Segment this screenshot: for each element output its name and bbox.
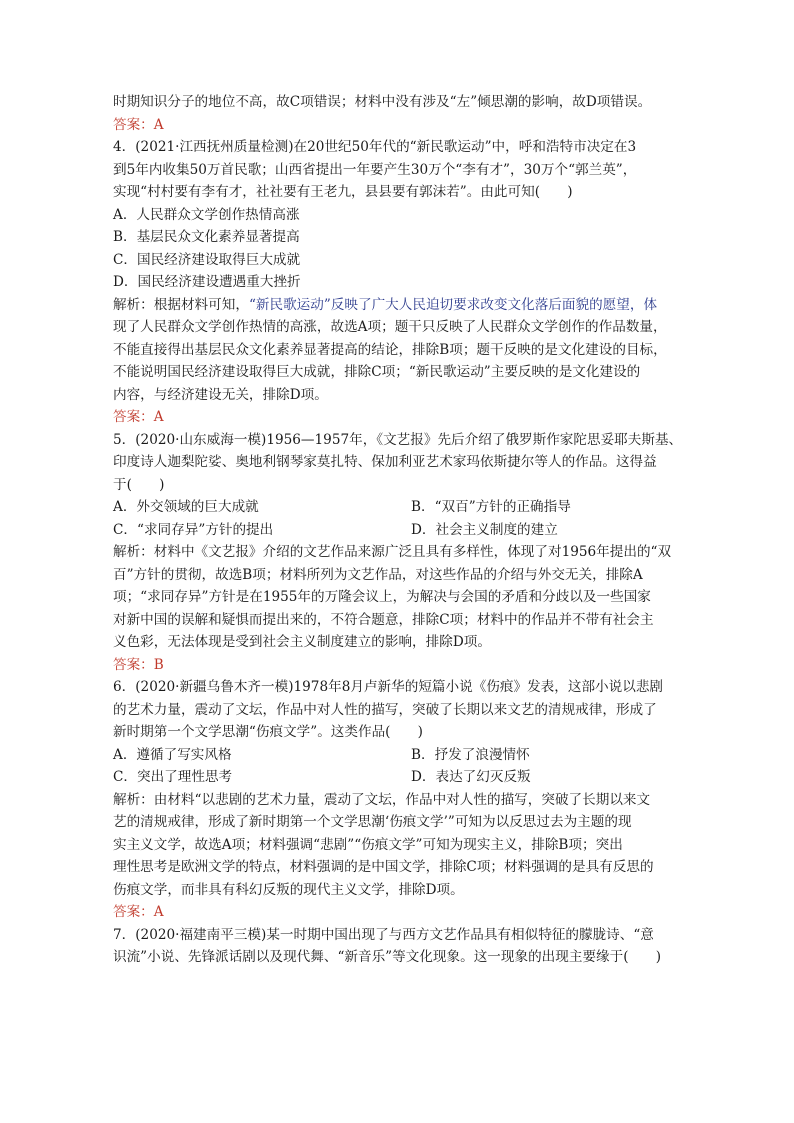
question-4-analysis: 不能说明国民经济建设取得巨大成就，排除C项；“新民歌运动”主要反映的是文化建设的 <box>113 364 641 380</box>
question-4-option-b: B．基层民众文化素养显著提高 <box>113 229 300 245</box>
question-6-analysis: 伤痕文学，而非具有科幻反叛的现代主义文学，排除D项。 <box>113 881 464 898</box>
question-4-option-a: A．人民群众文学创作热情高涨 <box>113 206 300 223</box>
question-6-analysis: 实主义文学，故选A项；材料强调“悲剧”“伤痕文学”可知为现实主义，排除B项；突出 <box>113 836 623 853</box>
question-6-options-row <box>113 766 685 789</box>
question-5-stem: 5．(2020·山东威海一模)1956—1957年，《文艺报》先后介绍了俄罗斯作家陀思妥耶夫斯基、 <box>113 431 683 448</box>
question-4-option-d: D．国民经济建设遭遇重大挫折 <box>113 274 301 290</box>
question-5-analysis: 对新中国的误解和疑惧而提出来的，不符合题意，排除C项；材料中的作品并不带有社会主 <box>113 611 654 628</box>
question-5-analysis: 百”方针的贯彻，故选B项；材料所列为文艺作品，对这些作品的介绍与外交无关，排除A <box>113 566 643 583</box>
question-5-options-row <box>113 496 685 519</box>
question-6-option-b: B．抒发了浪漫情怀 <box>411 746 530 763</box>
question-5-options-row <box>113 519 685 542</box>
question-5-analysis: 义色彩，无法体现是受到社会主义制度建立的影响，排除D项。 <box>113 634 491 650</box>
document-page <box>113 91 685 969</box>
question-6-analysis: 理性思考是欧洲文学的特点，材料强调的是中国文学，排除C项；材料强调的是具有反思的 <box>113 859 654 875</box>
answer-label: 答案：A <box>113 904 164 920</box>
question-5-stem: 印度诗人迦梨陀娑、奥地利钢琴家莫扎特、保加利亚艺术家玛依斯捷尔等人的作品。这得益 <box>113 454 657 470</box>
question-4-stem: 到5年内收集50万首民歌；山西省提出一年要产生30万个“李有才”，30万个“郭兰英”， <box>113 161 637 178</box>
question-6-option-a: A．遵循了写实风格 <box>113 746 232 763</box>
question-6-analysis: 艺的清规戒律，形成了新时期第一个文学思潮‘伤痕文学’”可知为以反思过去为主题的现 <box>113 814 632 830</box>
question-4-analysis: 内容，与经济建设无关，排除D项。 <box>113 386 328 403</box>
question-6-stem: 新时期第一个文学思潮“伤痕文学”。这类作品( ) <box>113 724 423 740</box>
question-5-stem: 于( ) <box>113 476 165 493</box>
answer-label: 答案：B <box>113 656 164 673</box>
question-5-analysis: 解析：材料中《文艺报》介绍的文艺作品来源广泛且具有多样性，体现了对1956年提出的“双 <box>113 544 672 560</box>
question-5-option-d: D．社会主义制度的建立 <box>411 521 558 538</box>
question-6-stem: 的艺术力量，震动了文坛，作品中对人性的描写，突破了长期以来文艺的清规戒律，形成了 <box>113 701 657 718</box>
question-6-stem: 6．(2020·新疆乌鲁木齐一模)1978年8月卢新华的短篇小说《伤痕》发表，这部小说以悲剧 <box>113 679 664 695</box>
text-line: 时期知识分子的地位不高，故C项错误；材料中没有涉及“左”倾思潮的影响，故D项错误。 <box>113 94 652 110</box>
question-6-options-row <box>113 744 685 767</box>
question-4-stem: 实现“村村要有李有才，社社要有王老九，县县要有郭沫若”。由此可知( ) <box>113 184 573 200</box>
question-7-stem: 识流”小说、先锋派话剧以及现代舞、“新音乐”等文化现象。这一现象的出现主要缘于( ) <box>113 949 662 965</box>
question-4-option-c: C．国民经济建设取得巨大成就 <box>113 251 301 268</box>
question-7-stem: 7．(2020·福建南平三模)某一时期中国出现了与西方文艺作品具有相似特征的朦胧诗、“意 <box>113 926 654 943</box>
analysis-prefix: 解析：根据材料可知， <box>113 296 249 313</box>
question-5-option-a: A．外交领域的巨大成就 <box>113 499 259 515</box>
analysis-highlight: “新民歌运动”反映了广大人民迫切要求改变文化落后面貌的愿望，体 <box>248 296 658 313</box>
question-6-analysis: 解析：由材料“以悲剧的艺术力量，震动了文坛，作品中对人性的描写，突破了长期以来文 <box>113 791 651 808</box>
question-4-stem: 4．(2021·江西抚州质量检测)在20世纪50年代的“新民歌运动”中，呼和浩特市决定在3 <box>113 139 637 155</box>
answer-label: 答案：A <box>113 116 164 133</box>
question-4-analysis <box>113 294 685 317</box>
question-5-option-b: B．“双百”方针的正确指导 <box>411 499 571 515</box>
question-6-option-c: C．突出了理性思考 <box>113 769 233 785</box>
question-6-option-d: D．表达了幻灭反叛 <box>411 769 531 785</box>
answer-label: 答案：A <box>113 409 164 425</box>
question-4-analysis: 不能直接得出基层民众文化素养显著提高的结论，排除B项；题干反映的是文化建设的目标， <box>113 341 667 358</box>
question-5-option-c: C．“求同存异”方针的提出 <box>113 521 274 538</box>
question-4-analysis: 现了人民群众文学创作热情的高涨，故选A项；题干只反映了人民群众文学创作的作品数量， <box>113 319 667 335</box>
question-5-analysis: 项；“求同存异”方针是在1955年的万隆会议上，为解决与会国的矛盾和分歧以及一些国家 <box>113 589 651 605</box>
